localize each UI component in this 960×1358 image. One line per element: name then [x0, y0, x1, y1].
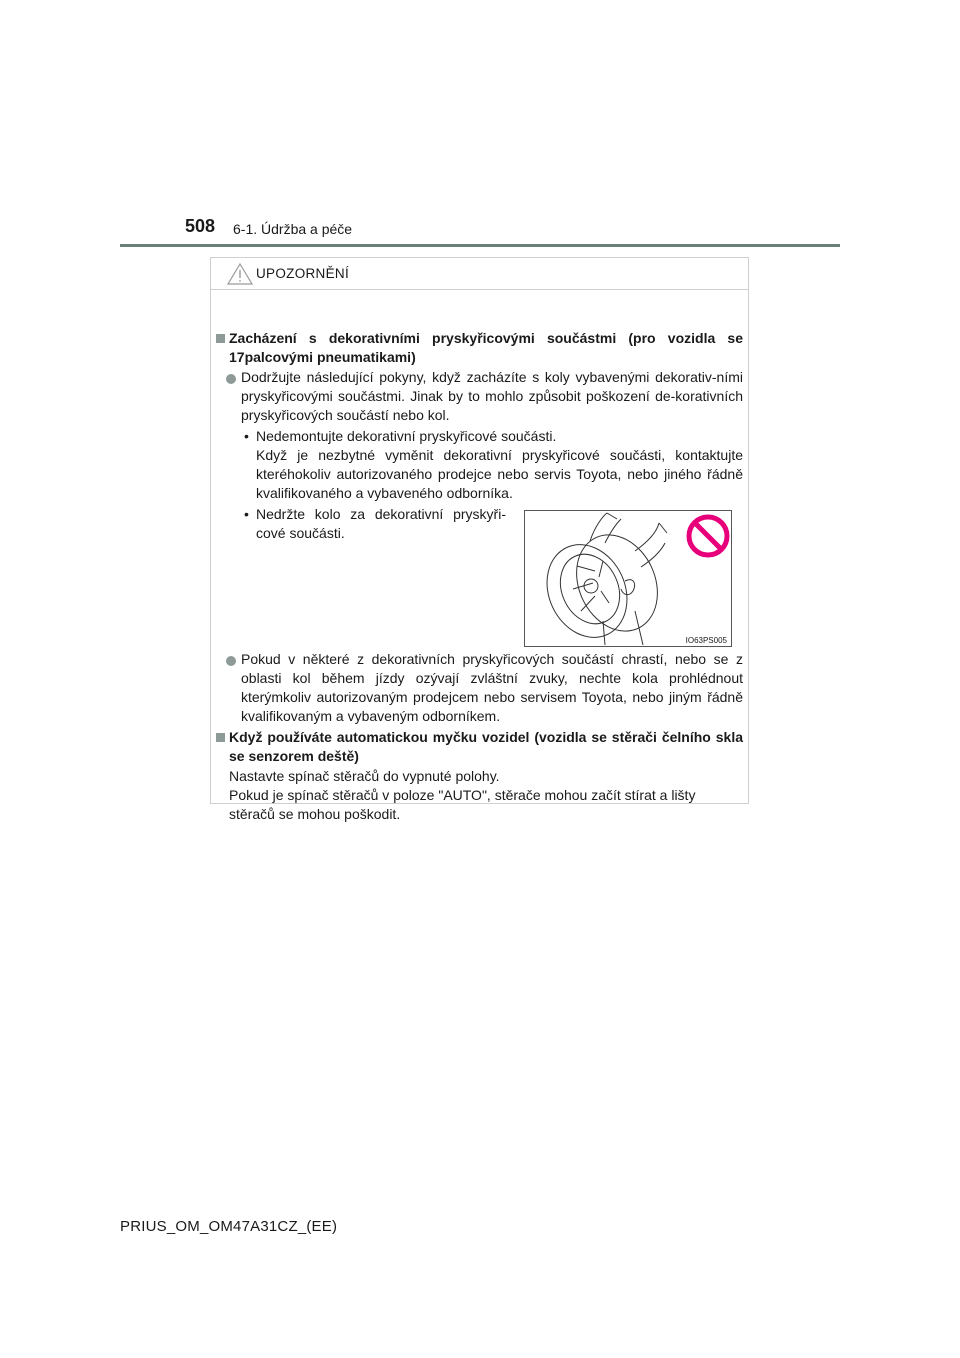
section1-bullet2: Pokud v některé z dekorativních pryskyřicových součástí chrastí, nebo se z oblasti kol během jízdy ozývají zvláštní zvuky, nechte kola prohlédnout kterýmkoliv autorizovaným prodejcem nebo servisem Toyota, nebo jiným řádně kvalifikovaným a vybaveným odborníkem. — [241, 651, 743, 724]
warning-title: UPOZORNĚNÍ — [256, 266, 350, 281]
warning-box — [210, 257, 749, 822]
section2-heading: Když používáte automatickou myčku vozidel (vozidla se stěrači čelního skla se senzorem deště) — [229, 729, 743, 764]
section-bullet — [216, 334, 225, 343]
warning-header — [211, 258, 748, 290]
section1-sub1-cont: Když je nezbytné vyměnit dekorativní pryskyřicové součásti, kontaktujte kteréhokoliv autorizovaného prodejce nebo servis Toyota, nebo jiného řádně kvalifikovaného a vybaveného odborníka. — [256, 447, 743, 501]
warning-triangle-icon — [227, 263, 253, 285]
section1-sub1: Nedemontujte dekorativní pryskyřicové součásti. — [256, 428, 557, 444]
section-bullet — [216, 733, 225, 742]
section2-text2: Pokud je spínač stěračů v poloze "AUTO", stěrače mohou začít stírat a lišty stěračů se mohou poškodit. — [229, 787, 696, 822]
section1-heading: Zacházení s dekorativními pryskyřicovými součástmi (pro vozidla se 17palcovými pneumatikami) — [229, 330, 743, 365]
chapter-title: 6-1. Údržba a péče — [233, 221, 353, 237]
sub-bullet-mark: • — [244, 506, 249, 522]
wheel-figure — [524, 510, 732, 647]
page-number: 508 — [185, 216, 216, 236]
section1-bullet1: Dodržujte následující pokyny, když zacházíte s koly vybavenými dekorativ-ními pryskyřicovými součástmi. Jinak by to mohlo způsobit poškození de-korativních pryskyřicových součástí nebo kol. — [241, 369, 743, 423]
prohibited-icon — [685, 513, 731, 559]
round-bullet — [226, 374, 236, 384]
section1-sub2: Nedržte kolo za dekorativní pryskyři-cové součásti. — [256, 506, 506, 541]
document-id: PRIUS_OM_OM47A31CZ_(EE) — [120, 1218, 338, 1235]
figure-code: IO63PS005 — [685, 636, 727, 645]
round-bullet — [226, 656, 236, 666]
section2-text1: Nastavte spínač stěračů do vypnuté polohy. — [229, 768, 500, 784]
sub-bullet-mark: • — [244, 428, 249, 444]
header-rule — [120, 244, 840, 247]
